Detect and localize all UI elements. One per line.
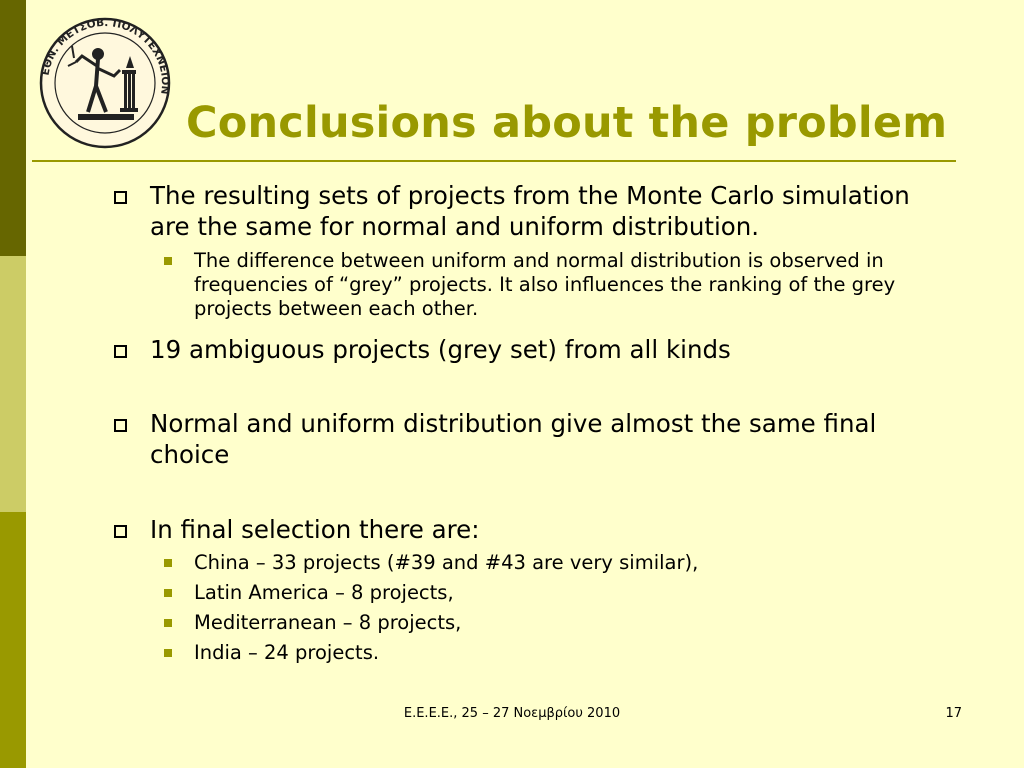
square-bullet-icon xyxy=(114,191,127,204)
sub-bullet-item xyxy=(110,578,910,608)
bullet-text: 19 ambiguous projects (grey set) from all kinds xyxy=(150,335,731,364)
bullet-item xyxy=(110,408,910,470)
filled-square-bullet-icon xyxy=(164,257,172,265)
bullet-item xyxy=(110,514,910,545)
square-bullet-icon xyxy=(114,345,127,358)
sub-bullet-item xyxy=(110,249,910,321)
bullet-list xyxy=(110,180,910,668)
sub-bullet-text: Mediterranean – 8 projects, xyxy=(194,611,462,634)
sub-bullet-text: China – 33 projects (#39 and #43 are very similar), xyxy=(194,551,699,574)
footer-event-date: Ε.Ε.Ε.Ε., 25 – 27 Νοεμβρίου 2010 xyxy=(403,706,621,721)
bullet-text: The resulting sets of projects from the Monte Carlo simulation are the same for normal and uniform distribution. xyxy=(150,181,910,241)
slide-title: Conclusions about the problem xyxy=(186,98,948,148)
side-bar-dark xyxy=(0,0,26,256)
filled-square-bullet-icon xyxy=(164,619,172,627)
bullet-item xyxy=(110,180,910,242)
sub-bullet-text: The difference between uniform and normal distribution is observed in frequencies of “grey” projects. It also influences the ranking of the grey projects between each other. xyxy=(194,249,896,320)
sub-bullet-text: India – 24 projects. xyxy=(194,641,380,664)
side-bar-mid xyxy=(0,512,26,768)
sub-bullet-text: Latin America – 8 projects, xyxy=(194,581,454,604)
side-bar-light xyxy=(0,256,26,512)
sub-bullet-item xyxy=(110,638,910,668)
square-bullet-icon xyxy=(114,419,127,432)
page-number: 17 xyxy=(945,706,962,721)
square-bullet-icon xyxy=(114,525,127,538)
bullet-text: Normal and uniform distribution give almost the same final choice xyxy=(150,409,877,469)
sub-bullet-item xyxy=(110,608,910,638)
university-seal-logo xyxy=(38,16,172,150)
title-divider xyxy=(32,160,956,162)
filled-square-bullet-icon xyxy=(164,649,172,657)
filled-square-bullet-icon xyxy=(164,589,172,597)
filled-square-bullet-icon xyxy=(164,559,172,567)
bullet-text: In final selection there are: xyxy=(150,515,480,544)
svg-text:ΕΘΝ. ΜΕΤΣΟΒ. ΠΟΛΥΤΕΧΝΕΙΟΝ: ΕΘΝ. ΜΕΤΣΟΒ. ΠΟΛΥΤΕΧΝΕΙΟΝ xyxy=(39,16,172,96)
bullet-item xyxy=(110,334,910,365)
sub-bullet-item xyxy=(110,548,910,578)
